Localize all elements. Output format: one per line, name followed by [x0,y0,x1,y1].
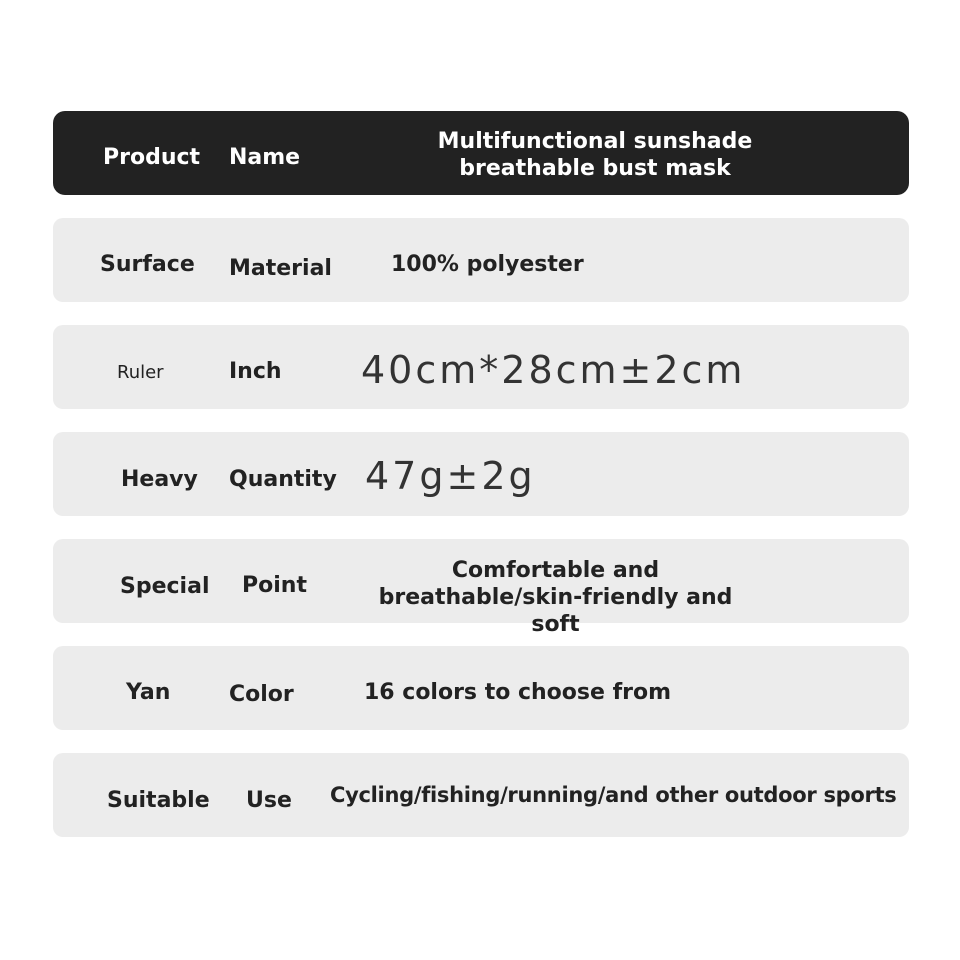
spec-row-color [53,646,909,730]
row-value: 40cm*28cm±2cm [361,348,746,392]
spec-row-weight [53,432,909,516]
spec-row-usage [53,753,909,837]
row-label-secondary: Name [229,145,301,170]
spec-row-feature [53,539,909,637]
row-label-primary: Ruler [117,362,164,383]
row-value: 47g±2g [365,454,536,498]
spec-row-product-name [53,111,909,195]
row-value: Multifunctional sunshade breathable bust mask [437,129,753,181]
spec-row-material [53,218,909,302]
row-label-secondary: Inch [229,359,282,384]
row-label-primary: Yan [126,680,171,705]
row-label-secondary: Quantity [229,467,337,492]
row-label-primary: Special [120,574,210,599]
row-value: Cycling/fishing/running/and other outdoor sports [330,783,897,807]
row-label-primary: Product [103,145,201,170]
row-value: Comfortable and breathable/skin-friendly and soft [378,558,733,637]
spec-row-size [53,325,909,409]
row-label-primary: Heavy [121,467,198,492]
row-label-primary: Surface [100,252,195,277]
row-label-secondary: Material [229,256,332,281]
row-value: 100% polyester [391,252,584,277]
row-label-secondary: Color [229,682,294,707]
row-label-secondary: Use [246,788,292,813]
row-label-primary: Suitable [107,788,210,813]
row-label-secondary: Point [242,573,307,598]
row-value: 16 colors to choose from [364,680,672,705]
